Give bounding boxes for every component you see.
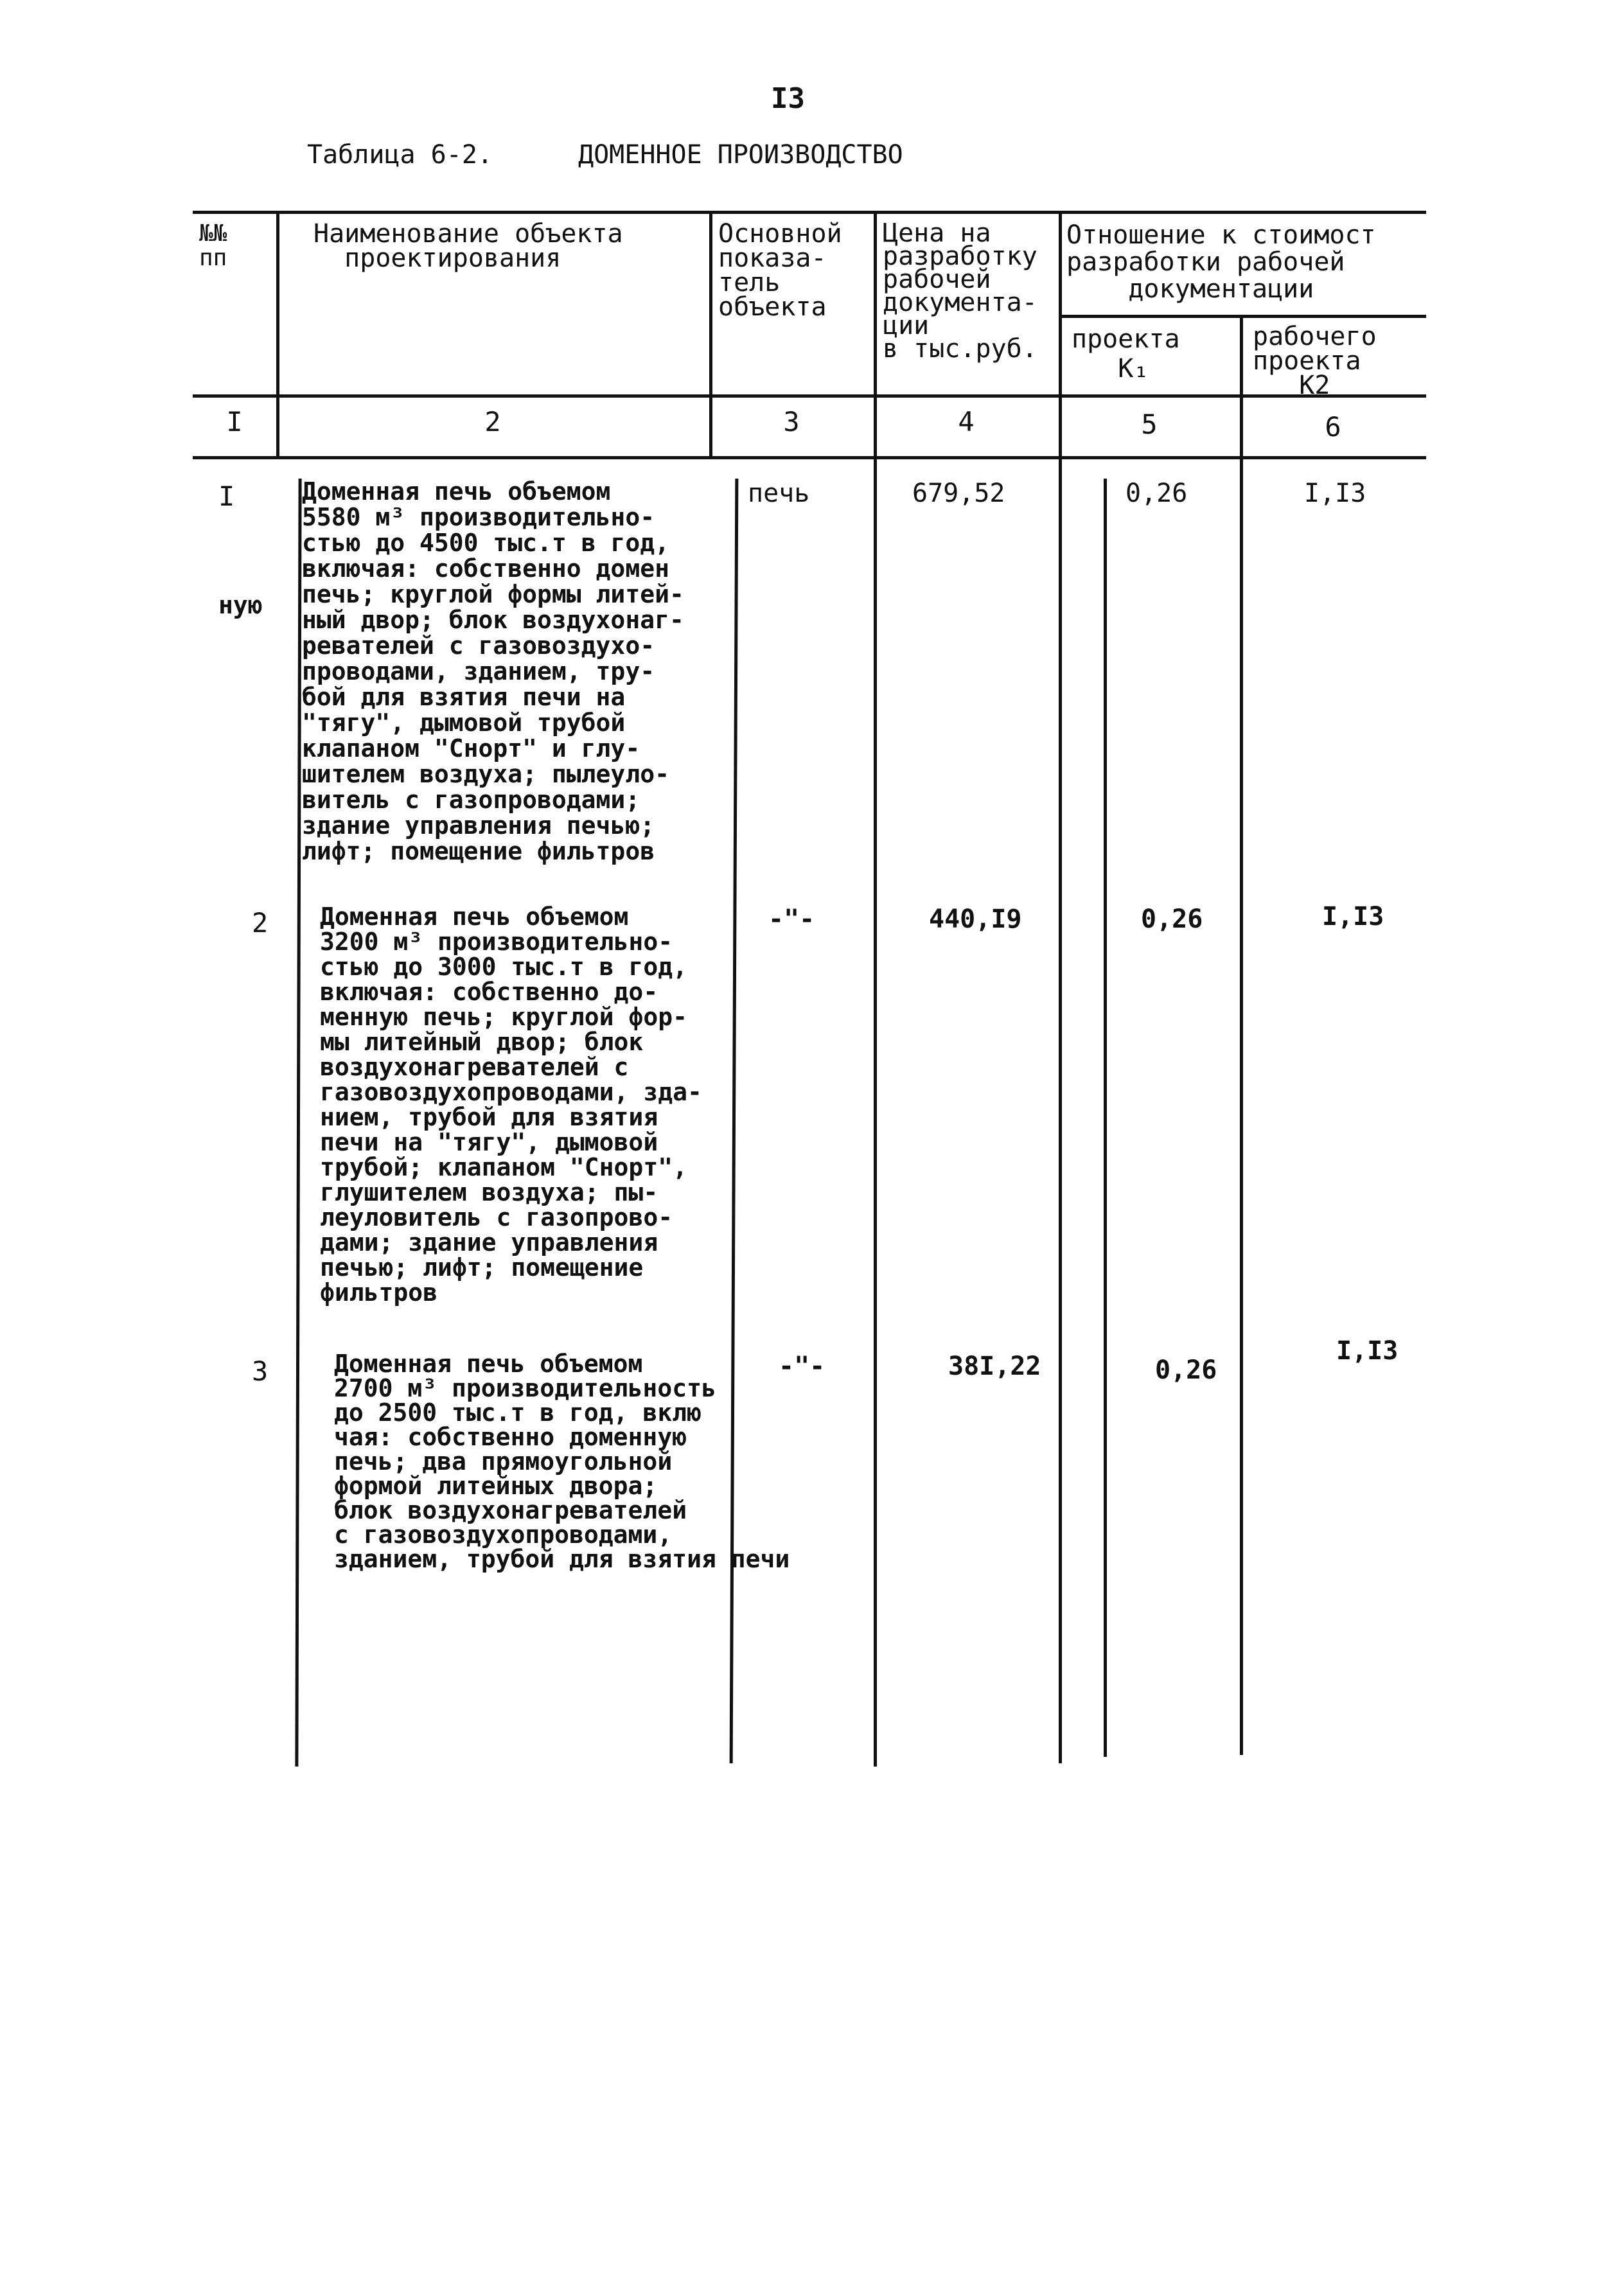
- col-number-5: 5: [1141, 409, 1158, 440]
- col-number-3: 3: [783, 406, 800, 437]
- rule-top: [193, 211, 1426, 214]
- header-k1: проекта К₁: [1072, 324, 1180, 383]
- rule-body-col5: [1104, 479, 1107, 1757]
- margin-note: ную: [218, 591, 263, 619]
- row-number: 2: [252, 907, 269, 939]
- k2-value: I,I3: [1322, 902, 1384, 931]
- object-description: Доменная печь объемом 3200 м³ производительно- стью до 3000 тыс.т в год, включая: собственно до- менную печь; круглой фор- мы литейный двор; блок воздухонагревателей с газовоздухопроводами, зда- нием, трубой для взятия печи на "тягу", дымовой трубой; клапаном "Снорт", глушителем воздуха; пы- леуловитель с газопрово- дами; здание управления печью; лифт; помещение фильтров: [320, 903, 702, 1307]
- table-caption-label: Таблица 6-2.: [307, 140, 493, 170]
- row-number: I: [218, 480, 235, 512]
- k1-value: 0,26: [1155, 1355, 1217, 1385]
- main-indicator: -"-: [768, 904, 815, 934]
- header-object-name: Наименование объекта проектирования: [313, 219, 623, 273]
- rule-k-split: [1060, 315, 1426, 318]
- rule-col3: [874, 212, 877, 1767]
- col-number-2: 2: [484, 406, 501, 437]
- header-k2: рабочего проекта К2: [1253, 322, 1377, 400]
- page-number: I3: [771, 82, 805, 115]
- header-cost-ratio: Отношение к стоимост разработки рабочей документации: [1066, 220, 1376, 304]
- rule-col5: [1240, 316, 1243, 1755]
- k2-value: I,I3: [1304, 479, 1366, 508]
- k2-value: I,I3: [1336, 1336, 1399, 1366]
- header-row-number: №№ пп: [199, 220, 227, 271]
- header-price: Цена на разработку рабочей документа- ции в тыс.руб.: [883, 218, 1037, 364]
- col-number-6: 6: [1325, 411, 1341, 443]
- price-value: 38I,22: [948, 1352, 1041, 1381]
- main-indicator: -"-: [779, 1352, 825, 1381]
- main-indicator: печь: [748, 479, 810, 508]
- object-description: Доменная печь объемом 2700 м³ производительность до 2500 тыс.т в год, вклю чая: собственно доменную печь; два прямоугольной формой литейных двора; блок воздухонагревателей с газовоздухопроводами, зданием, трубой для взятия печи: [334, 1350, 790, 1573]
- k1-value: 0,26: [1141, 904, 1203, 934]
- rule-body-left: [295, 479, 301, 1767]
- header-main-indicator: Основной показа- тель объекта: [718, 219, 842, 322]
- price-value: 679,52: [912, 479, 1005, 508]
- k1-value: 0,26: [1125, 479, 1188, 508]
- col-number-4: 4: [958, 406, 975, 437]
- table-caption-title: ДОМЕННОЕ ПРОИЗВОДСТВО: [578, 140, 903, 170]
- row-number: 3: [252, 1355, 269, 1387]
- col-number-1: I: [226, 406, 243, 437]
- price-value: 440,I9: [929, 904, 1022, 934]
- rule-col4: [1059, 212, 1062, 1763]
- object-description: Доменная печь объемом 5580 м³ производительно- стью до 4500 тыс.т в год, включая: собственно домен печь; круглой формы литей- ный двор; блок воздухонаг- ревателей с газовоздухо- проводами, зданием, тру- бой для взятия печи на "тягу", дымовой трубой клапаном "Снорт" и глу- шителем воздуха; пылеуло- витель с газопроводами; здание управления печью; лифт; помещение фильтров: [302, 477, 684, 865]
